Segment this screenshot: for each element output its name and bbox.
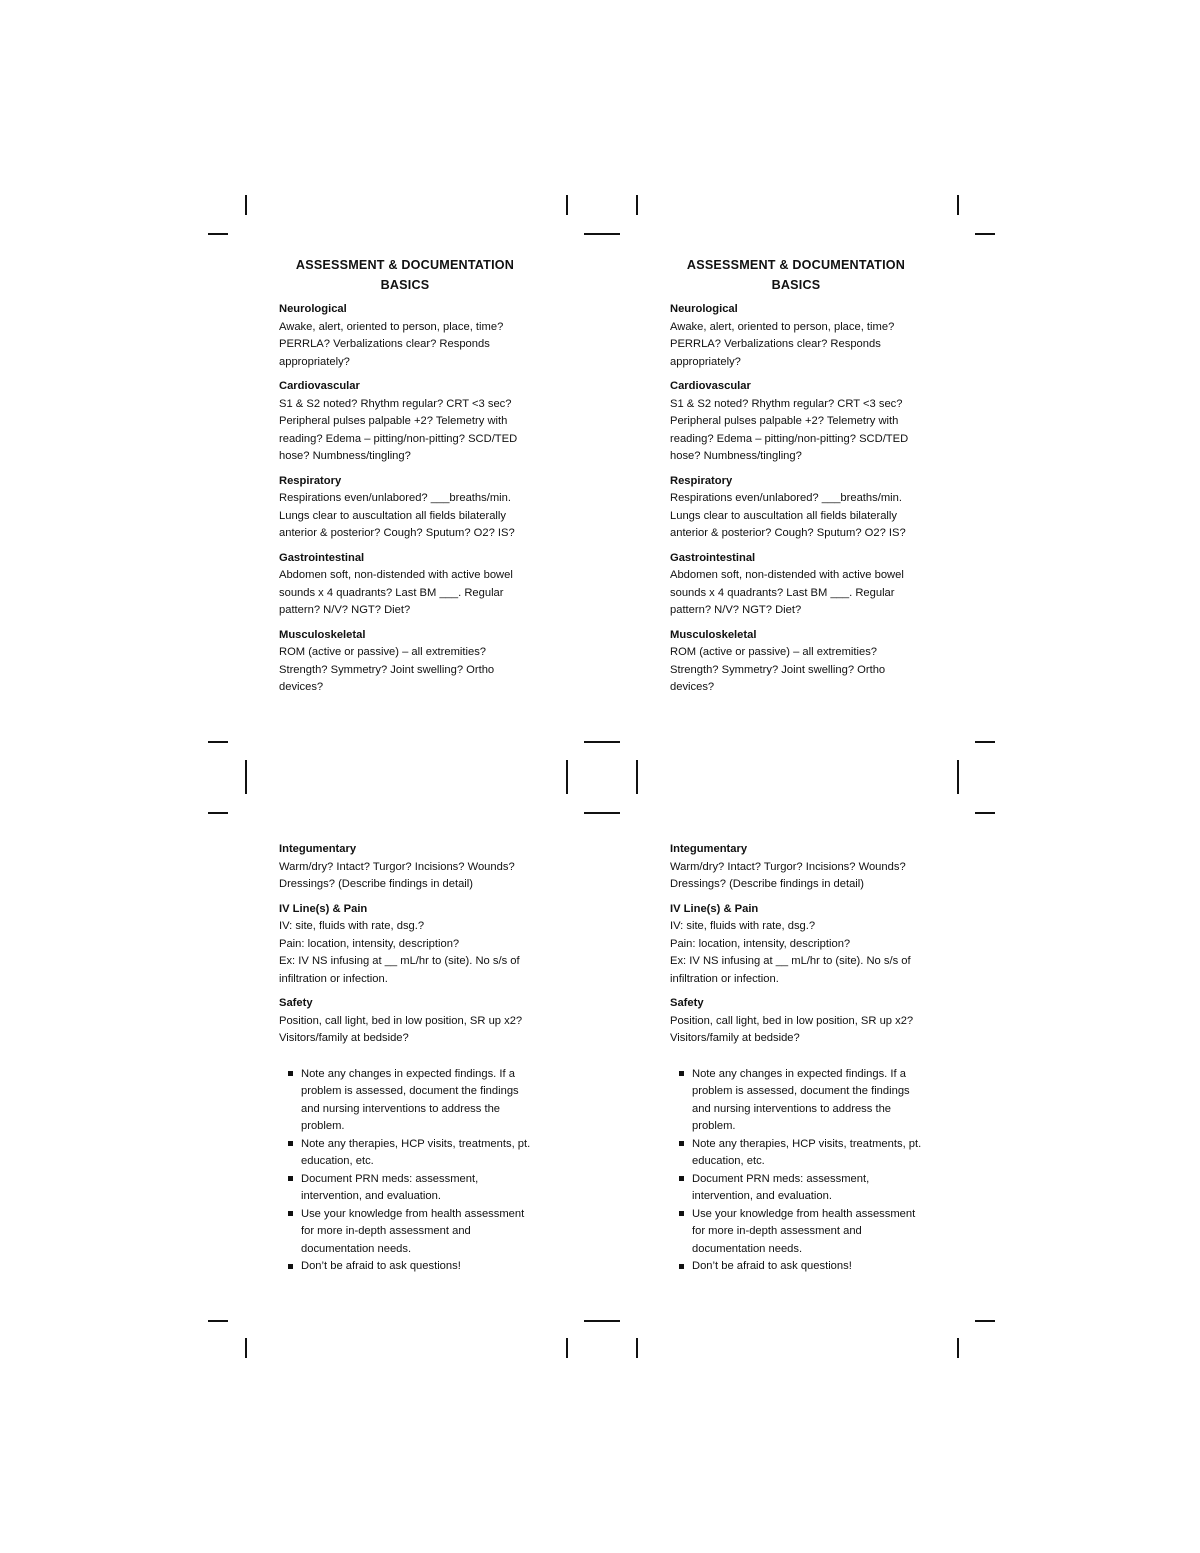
- crop-mark: [975, 741, 995, 743]
- section-text-line: Pain: location, intensity, description?: [279, 937, 460, 950]
- crop-mark: [566, 195, 568, 215]
- section-heading: Safety: [670, 997, 704, 1009]
- section-text: ROM (active or passive) – all extremities? Strength? Symmetry? Joint swelling? Ortho devices?: [279, 646, 495, 693]
- section-text-line: Ex: IV NS infusing at __ mL/hr to (site). No s/s of infiltration or infection.: [279, 955, 520, 985]
- tip-item: [301, 1136, 531, 1171]
- tip-text: Use your knowledge from health assessment for more in-depth assessment and documentation needs.: [692, 1207, 916, 1255]
- tip-text: Document PRN meds: assessment, intervention, and evaluation.: [692, 1172, 870, 1202]
- tip-text: Note any changes in expected findings. If a problem is assessed, document the findings and nursing interventions to address the problem.: [301, 1067, 519, 1132]
- tip-item: [692, 1066, 922, 1136]
- section-cardiovascular: [279, 378, 531, 466]
- section-neurological: [670, 301, 922, 371]
- section-integumentary: [279, 841, 531, 894]
- section-gastrointestinal: [279, 550, 531, 620]
- section-heading: Gastrointestinal: [279, 551, 365, 564]
- section-heading: IV Line(s) & Pain: [670, 902, 759, 915]
- tip-item: [301, 1066, 531, 1136]
- crop-mark: [208, 741, 228, 743]
- section-heading: Respiratory: [279, 474, 342, 487]
- tip-text: Note any therapies, HCP visits, treatments, pt. education, etc.: [692, 1137, 922, 1167]
- tip-item: [692, 1171, 922, 1206]
- crop-mark: [208, 1320, 228, 1322]
- front-card-left: [279, 256, 531, 704]
- section-musculoskeletal: [670, 627, 922, 697]
- section-heading: Neurological: [670, 303, 738, 315]
- section-text: ROM (active or passive) – all extremities? Strength? Symmetry? Joint swelling? Ortho devices?: [670, 646, 886, 693]
- section-heading: Musculoskeletal: [279, 628, 366, 641]
- section-heading: Cardiovascular: [670, 380, 751, 392]
- section-iv-pain: [279, 901, 531, 989]
- section-text: Warm/dry? Intact? Turgor? Incisions? Wounds? Dressings? (Describe findings in detail): [279, 860, 515, 890]
- tips-list: [279, 1066, 531, 1276]
- bullet-icon: [288, 1141, 293, 1146]
- tip-text: Note any therapies, HCP visits, treatments, pt. education, etc.: [301, 1137, 531, 1167]
- section-text: S1 & S2 noted? Rhythm regular? CRT <3 sec? Peripheral pulses palpable +2? Telemetry with reading? Edema – pitting/non-pitting? SCD/TED hose? Numbness/tingling?: [279, 397, 518, 462]
- tip-text: Note any changes in expected findings. If a problem is assessed, document the findings and nursing interventions to address the problem.: [692, 1067, 910, 1132]
- crop-mark: [566, 760, 568, 794]
- tip-text: Use your knowledge from health assessment for more in-depth assessment and documentation needs.: [301, 1207, 525, 1255]
- crop-mark: [245, 760, 247, 794]
- section-safety: [670, 995, 922, 1048]
- crop-mark: [636, 1338, 638, 1358]
- tip-item: [692, 1136, 922, 1171]
- bullet-icon: [679, 1141, 684, 1146]
- bullet-icon: [679, 1176, 684, 1181]
- bullet-icon: [679, 1071, 684, 1076]
- tip-item: [301, 1206, 531, 1259]
- tip-item: [301, 1258, 531, 1276]
- section-heading: Gastrointestinal: [670, 551, 756, 564]
- tips-list: [670, 1066, 922, 1276]
- card-title-line1: ASSESSMENT & DOCUMENTATION: [295, 258, 515, 272]
- card-title: [279, 256, 531, 295]
- crop-mark: [957, 760, 959, 794]
- section-heading: Safety: [279, 997, 313, 1009]
- section-text: Respirations even/unlabored? ___breaths/min. Lungs clear to auscultation all fields bilaterally anterior & posterior? Cough? Sputum? O2? IS?: [670, 492, 906, 539]
- section-text-line: Ex: IV NS infusing at __ mL/hr to (site). No s/s of infiltration or infection.: [670, 955, 911, 985]
- section-text-line: IV: site, fluids with rate, dsg.?: [670, 920, 816, 932]
- tip-item: [301, 1171, 531, 1206]
- section-text: Respirations even/unlabored? ___breaths/min. Lungs clear to auscultation all fields bilaterally anterior & posterior? Cough? Sputum? O2? IS?: [279, 492, 515, 539]
- crop-mark: [975, 1320, 995, 1322]
- section-heading: Cardiovascular: [279, 380, 360, 392]
- section-heading: Integumentary: [670, 843, 748, 855]
- section-iv-pain: [670, 901, 922, 989]
- bullet-icon: [288, 1264, 293, 1269]
- bullet-icon: [288, 1176, 293, 1181]
- back-card-left: [279, 841, 531, 1276]
- crop-mark: [584, 812, 620, 814]
- tip-item: [692, 1206, 922, 1259]
- crop-mark: [957, 1338, 959, 1358]
- tip-text: Document PRN meds: assessment, intervention, and evaluation.: [301, 1172, 479, 1202]
- bullet-icon: [288, 1211, 293, 1216]
- section-text-line: IV: site, fluids with rate, dsg.?: [279, 920, 425, 932]
- bullet-icon: [288, 1071, 293, 1076]
- section-cardiovascular: [670, 378, 922, 466]
- section-respiratory: [279, 473, 531, 543]
- back-card-right: [670, 841, 922, 1276]
- section-heading: IV Line(s) & Pain: [279, 902, 368, 915]
- crop-mark: [245, 195, 247, 215]
- card-title-line2: BASICS: [771, 277, 821, 292]
- section-text: Warm/dry? Intact? Turgor? Incisions? Wounds? Dressings? (Describe findings in detail): [670, 860, 906, 890]
- section-text-line: Pain: location, intensity, description?: [670, 937, 851, 950]
- crop-mark: [208, 812, 228, 814]
- section-text: S1 & S2 noted? Rhythm regular? CRT <3 sec? Peripheral pulses palpable +2? Telemetry with reading? Edema – pitting/non-pitting? SCD/TED hose? Numbness/tingling?: [670, 397, 909, 462]
- bullet-icon: [679, 1264, 684, 1269]
- card-title-line1: ASSESSMENT & DOCUMENTATION: [686, 258, 906, 272]
- front-card-right: [670, 256, 922, 704]
- crop-mark: [584, 741, 620, 743]
- section-heading: Integumentary: [279, 843, 357, 855]
- section-heading: Respiratory: [670, 474, 733, 487]
- crop-mark: [636, 195, 638, 215]
- section-gastrointestinal: [670, 550, 922, 620]
- crop-mark: [975, 233, 995, 235]
- crop-mark: [584, 1320, 620, 1322]
- crop-mark: [566, 1338, 568, 1358]
- section-neurological: [279, 301, 531, 371]
- section-respiratory: [670, 473, 922, 543]
- section-safety: [279, 995, 531, 1048]
- crop-mark: [208, 233, 228, 235]
- section-heading: Neurological: [279, 303, 347, 315]
- crop-mark: [636, 760, 638, 794]
- tip-item: [692, 1258, 922, 1276]
- card-title-line2: BASICS: [380, 277, 430, 292]
- crop-mark: [584, 233, 620, 235]
- tip-text: Don’t be afraid to ask questions!: [692, 1260, 852, 1272]
- crop-mark: [957, 195, 959, 215]
- tip-text: Don’t be afraid to ask questions!: [301, 1260, 461, 1272]
- section-text: Position, call light, bed in low position, SR up x2? Visitors/family at bedside?: [279, 1014, 523, 1044]
- section-heading: Musculoskeletal: [670, 628, 757, 641]
- section-text: Abdomen soft, non-distended with active bowel sounds x 4 quadrants? Last BM ___. Regular pattern? N/V? NGT? Diet?: [670, 569, 904, 616]
- bullet-icon: [679, 1211, 684, 1216]
- card-title: [670, 256, 922, 295]
- crop-mark: [245, 1338, 247, 1358]
- section-text: Abdomen soft, non-distended with active bowel sounds x 4 quadrants? Last BM ___. Regular pattern? N/V? NGT? Diet?: [279, 569, 513, 616]
- section-text: Awake, alert, oriented to person, place, time? PERRLA? Verbalizations clear? Responds appropriately?: [279, 320, 504, 368]
- section-text: Position, call light, bed in low position, SR up x2? Visitors/family at bedside?: [670, 1014, 914, 1044]
- crop-mark: [975, 812, 995, 814]
- section-integumentary: [670, 841, 922, 894]
- section-musculoskeletal: [279, 627, 531, 697]
- section-text: Awake, alert, oriented to person, place, time? PERRLA? Verbalizations clear? Responds appropriately?: [670, 320, 895, 368]
